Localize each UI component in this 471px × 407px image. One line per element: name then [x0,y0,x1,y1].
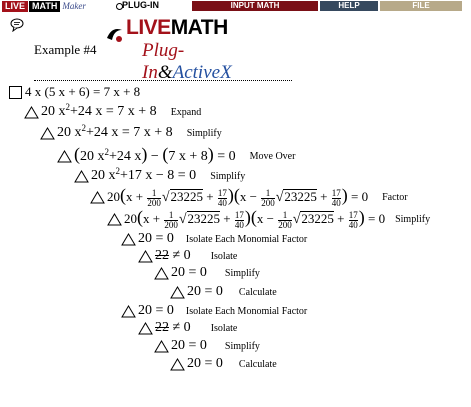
triangle-toggle-icon[interactable] [170,358,185,371]
step-expression [155,248,191,264]
triangle-toggle-icon[interactable] [74,170,89,183]
step-toggle-square[interactable] [9,86,22,99]
swoop-icon [104,24,126,46]
logo-live-text: LIVE [2,1,28,12]
step-expression [155,320,191,336]
example-title: Example #4 [34,42,97,57]
step-row[interactable] [74,168,245,184]
triangle-toggle-icon[interactable] [107,213,122,226]
step-label: Simplify [210,170,246,182]
step-expression: 20 = 0 [171,338,207,353]
step-row[interactable] [154,265,260,281]
brand-activex-text: ActiveX [172,62,232,83]
logo-math-text: MATH [29,1,60,12]
step-label: Simplify [395,214,431,226]
triangle-toggle-icon[interactable] [154,267,169,280]
comment-icon[interactable] [10,18,24,32]
triangle-toggle-icon[interactable] [24,106,39,119]
step-label: Simplify [224,267,260,279]
step-label: Calculate [238,286,277,298]
step-row[interactable] [138,320,237,336]
step-expression: 20(x + $\frac{1}{200}$ √23225 + $\frac{17}{40}$ )(x − $\frac{1}{200}$ √23225 + $\frac{17}{40}$ ) = 0 [107,185,369,208]
brand-live-text: LIVE [126,16,171,39]
step-expression: 20 = 0 [187,356,223,371]
triangle-toggle-icon[interactable] [57,150,72,163]
step-label: Move Over [249,150,296,162]
step-label: Isolate [210,250,238,262]
step-row[interactable] [121,231,307,247]
triangle-toggle-icon[interactable] [121,233,136,246]
step-label: Isolate [210,322,238,334]
dotted-divider [34,80,292,81]
help-button[interactable]: HELP [320,1,378,11]
step-label: Isolate Each Monomial Factor [185,233,308,245]
brand-math-text: MATH [170,16,228,39]
brand-plugin-text: Plug-In [142,40,185,83]
step-expression: 20 = 0 [171,265,207,280]
triangle-toggle-icon[interactable] [40,127,55,140]
step-row[interactable] [107,207,431,230]
step-row[interactable] [40,125,222,141]
step-expression: 20(x + $\frac{1}{200}$ √23225 + $\frac{17}{40}$ )(x − $\frac{1}{200}$ √23225 + $\frac{17}{40}$ ) = 0 [124,207,386,230]
triangle-toggle-icon[interactable] [121,305,136,318]
step-expression-rest: ≠ 0 [169,248,191,263]
step-row[interactable] [57,144,296,165]
step-expression: 20 = 0 [187,284,223,299]
step-label: Simplify [186,127,222,139]
brand-amp-text: & [157,62,173,83]
triangle-toggle-icon[interactable] [90,191,105,204]
plugin-label: PLUG-IN [122,0,159,10]
step-row[interactable] [24,104,201,120]
step-expression: (20 $x^2+24$ x) − (7 x + 8) = 0 [74,144,236,164]
step-row[interactable] [90,185,408,208]
step-expression: 20 = 0 [138,231,174,246]
triangle-toggle-icon[interactable] [170,286,185,299]
step-label: Factor [382,192,408,204]
step-row[interactable] [138,248,237,264]
step-expression-num: 22 [155,248,169,263]
step-expression: 20 $x^2+24$ x = 7 x + 8 [57,123,173,140]
step-expression: 20 $x^2+17$ x − 8 = 0 [91,166,197,183]
step-row[interactable] [154,338,260,354]
file-button[interactable]: FILE [380,1,462,11]
step-label: Calculate [238,358,277,370]
step-expression: 4 x (5 x + 6) = 7 x + 8 [25,84,141,99]
step-label: Expand [170,106,202,118]
input-math-button[interactable]: INPUT MATH [192,1,318,11]
step-expression: 20 $x^2+24$ x = 7 x + 8 [41,102,157,119]
step-row[interactable] [170,284,277,300]
step-row[interactable] [9,84,140,100]
step-expression-rest: ≠ 0 [169,320,191,335]
step-expression-num: 22 [155,320,169,335]
triangle-toggle-icon[interactable] [154,340,169,353]
step-label: Isolate Each Monomial Factor [185,305,308,317]
step-row[interactable] [170,356,277,372]
logo-maker-text: Maker [62,1,86,11]
livemath-maker-logo [2,0,86,12]
step-label: Simplify [224,340,260,352]
triangle-toggle-icon[interactable] [138,250,153,263]
triangle-toggle-icon[interactable] [138,322,153,335]
top-toolbar [0,0,471,12]
step-expression: 20 = 0 [138,303,174,318]
step-row[interactable] [121,303,307,319]
livemath-plugin-logo [104,16,264,83]
